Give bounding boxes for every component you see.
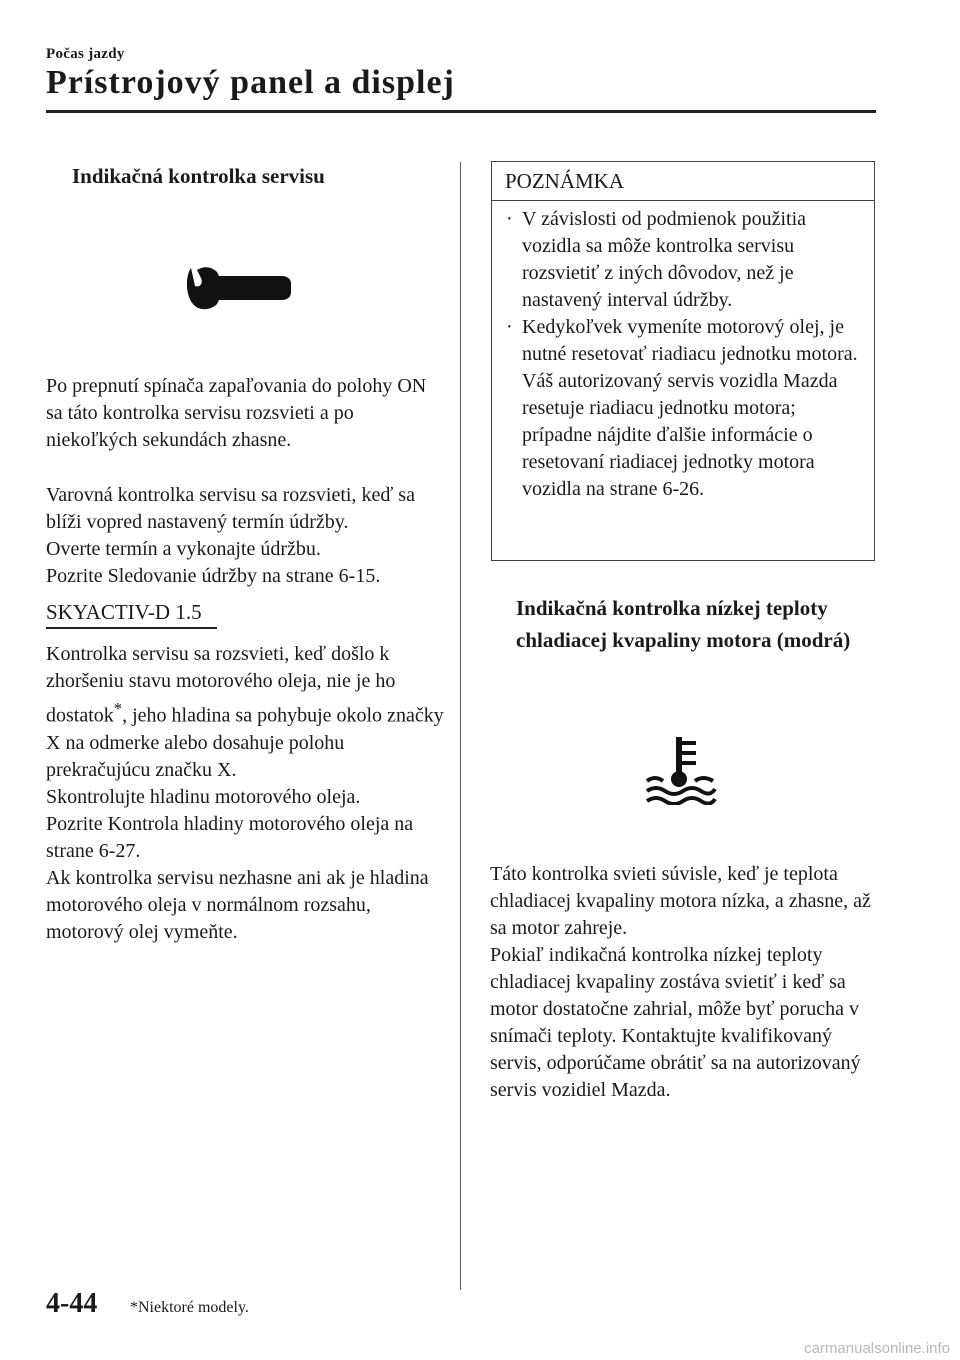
footnote: *Niektoré modely.	[130, 1299, 249, 1316]
footnote-marker: *	[113, 699, 123, 718]
subheading-underline	[46, 627, 217, 629]
wrench-icon	[183, 262, 293, 314]
bullet: ·	[506, 208, 513, 230]
diesel-service-line: Skontrolujte hladinu motorového oleja.	[46, 785, 361, 808]
service-indicator-heading: Indikačná kontrolka servisu	[72, 164, 325, 188]
coolant-paragraph	[490, 861, 880, 1104]
watermark: carmanualsonline.info	[804, 1340, 950, 1357]
coolant-line: Táto kontrolka svieti súvisle, keď je teplota chladiacej kvapaliny motora nízka, a zhasne, až sa motor zahreje.	[490, 863, 871, 939]
column-divider	[460, 162, 461, 1290]
note-item: · V závislosti od podmienok použitia vozidla sa môže kontrolka servisu rozsvietiť z iných dôvodov, než je nastavený interval údržby.	[506, 208, 807, 311]
service-warning-line: Overte termín a vykonajte údržbu.	[46, 538, 321, 560]
engine-subheading: SKYACTIV-D 1.5	[46, 600, 202, 624]
coolant-indicator-heading: Indikačná kontrolka nízkej teploty chladiacej kvapaliny motora (modrá)	[516, 596, 851, 652]
service-intro-paragraph: Po prepnutí spínača zapaľovania do polohy ON sa táto kontrolka servisu rozsvieti a po niekoľkých sekundách zhasne.	[46, 375, 427, 451]
page-number: 4-44	[46, 1288, 98, 1319]
note-title: POZNÁMKA	[505, 169, 625, 193]
note-list	[505, 206, 865, 503]
diesel-service-paragraph: Kontrolka servisu sa rozsvieti, keď došlo k zhoršeniu stavu motorového oleja, nie je ho dostatok*, jeho hladina sa pohybuje okolo značky X na odmerke alebo dosahuje polohu prekračujúcu značku X. Skontrolujte hladinu motorového oleja. Pozrite Kontrola hladiny motorového oleja na strane 6-27. Ak kontrolka servisu nezhasne ani ak je hladina motorového oleja v normálnom rozsahu, motorový olej vymeňte.	[46, 641, 451, 946]
diesel-service-line: Pozrite Kontrola hladiny motorového oleja na strane 6-27.	[46, 812, 414, 862]
service-warning-paragraph	[46, 482, 446, 590]
coolant-line: Pokiaľ indikačná kontrolka nízkej teploty chladiacej kvapaliny zostáva svietiť i keď sa motor dostatočne zahrial, môže byť porucha v snímači teploty. Kontaktujte kvalifikovaný servis, odporúčame obrátiť sa na autorizovaný servis vozidiel Mazda.	[490, 944, 861, 1101]
note-item-continued: Váš autorizovaný servis vozidla Mazda resetuje riadiacu jednotku motora; prípadne nájdite ďalšie informácie o resetovaní riadiacej jednotky motora vozidla na strane 6-26.	[522, 370, 838, 500]
coolant-temperature-icon	[643, 735, 717, 805]
note-rule	[491, 200, 875, 201]
bullet: ·	[506, 316, 513, 338]
breadcrumb: Počas jazdy	[46, 46, 125, 62]
service-warning-line: Pozrite Sledovanie údržby na strane 6-15.	[46, 565, 381, 587]
diesel-service-line: Ak kontrolka servisu nezhasne ani ak je hladina motorového oleja v normálnom rozsahu, motorový olej vymeňte.	[46, 866, 429, 943]
title-rule	[46, 110, 876, 113]
page-title: Prístrojový panel a displej	[46, 64, 455, 101]
service-warning-line: Varovná kontrolka servisu sa rozsvieti, keď sa blíži vopred nastavený termín údržby.	[46, 484, 415, 533]
note-item: · Kedykoľvek vymeníte motorový olej, je nutné resetovať riadiacu jednotku motora.	[506, 316, 858, 365]
